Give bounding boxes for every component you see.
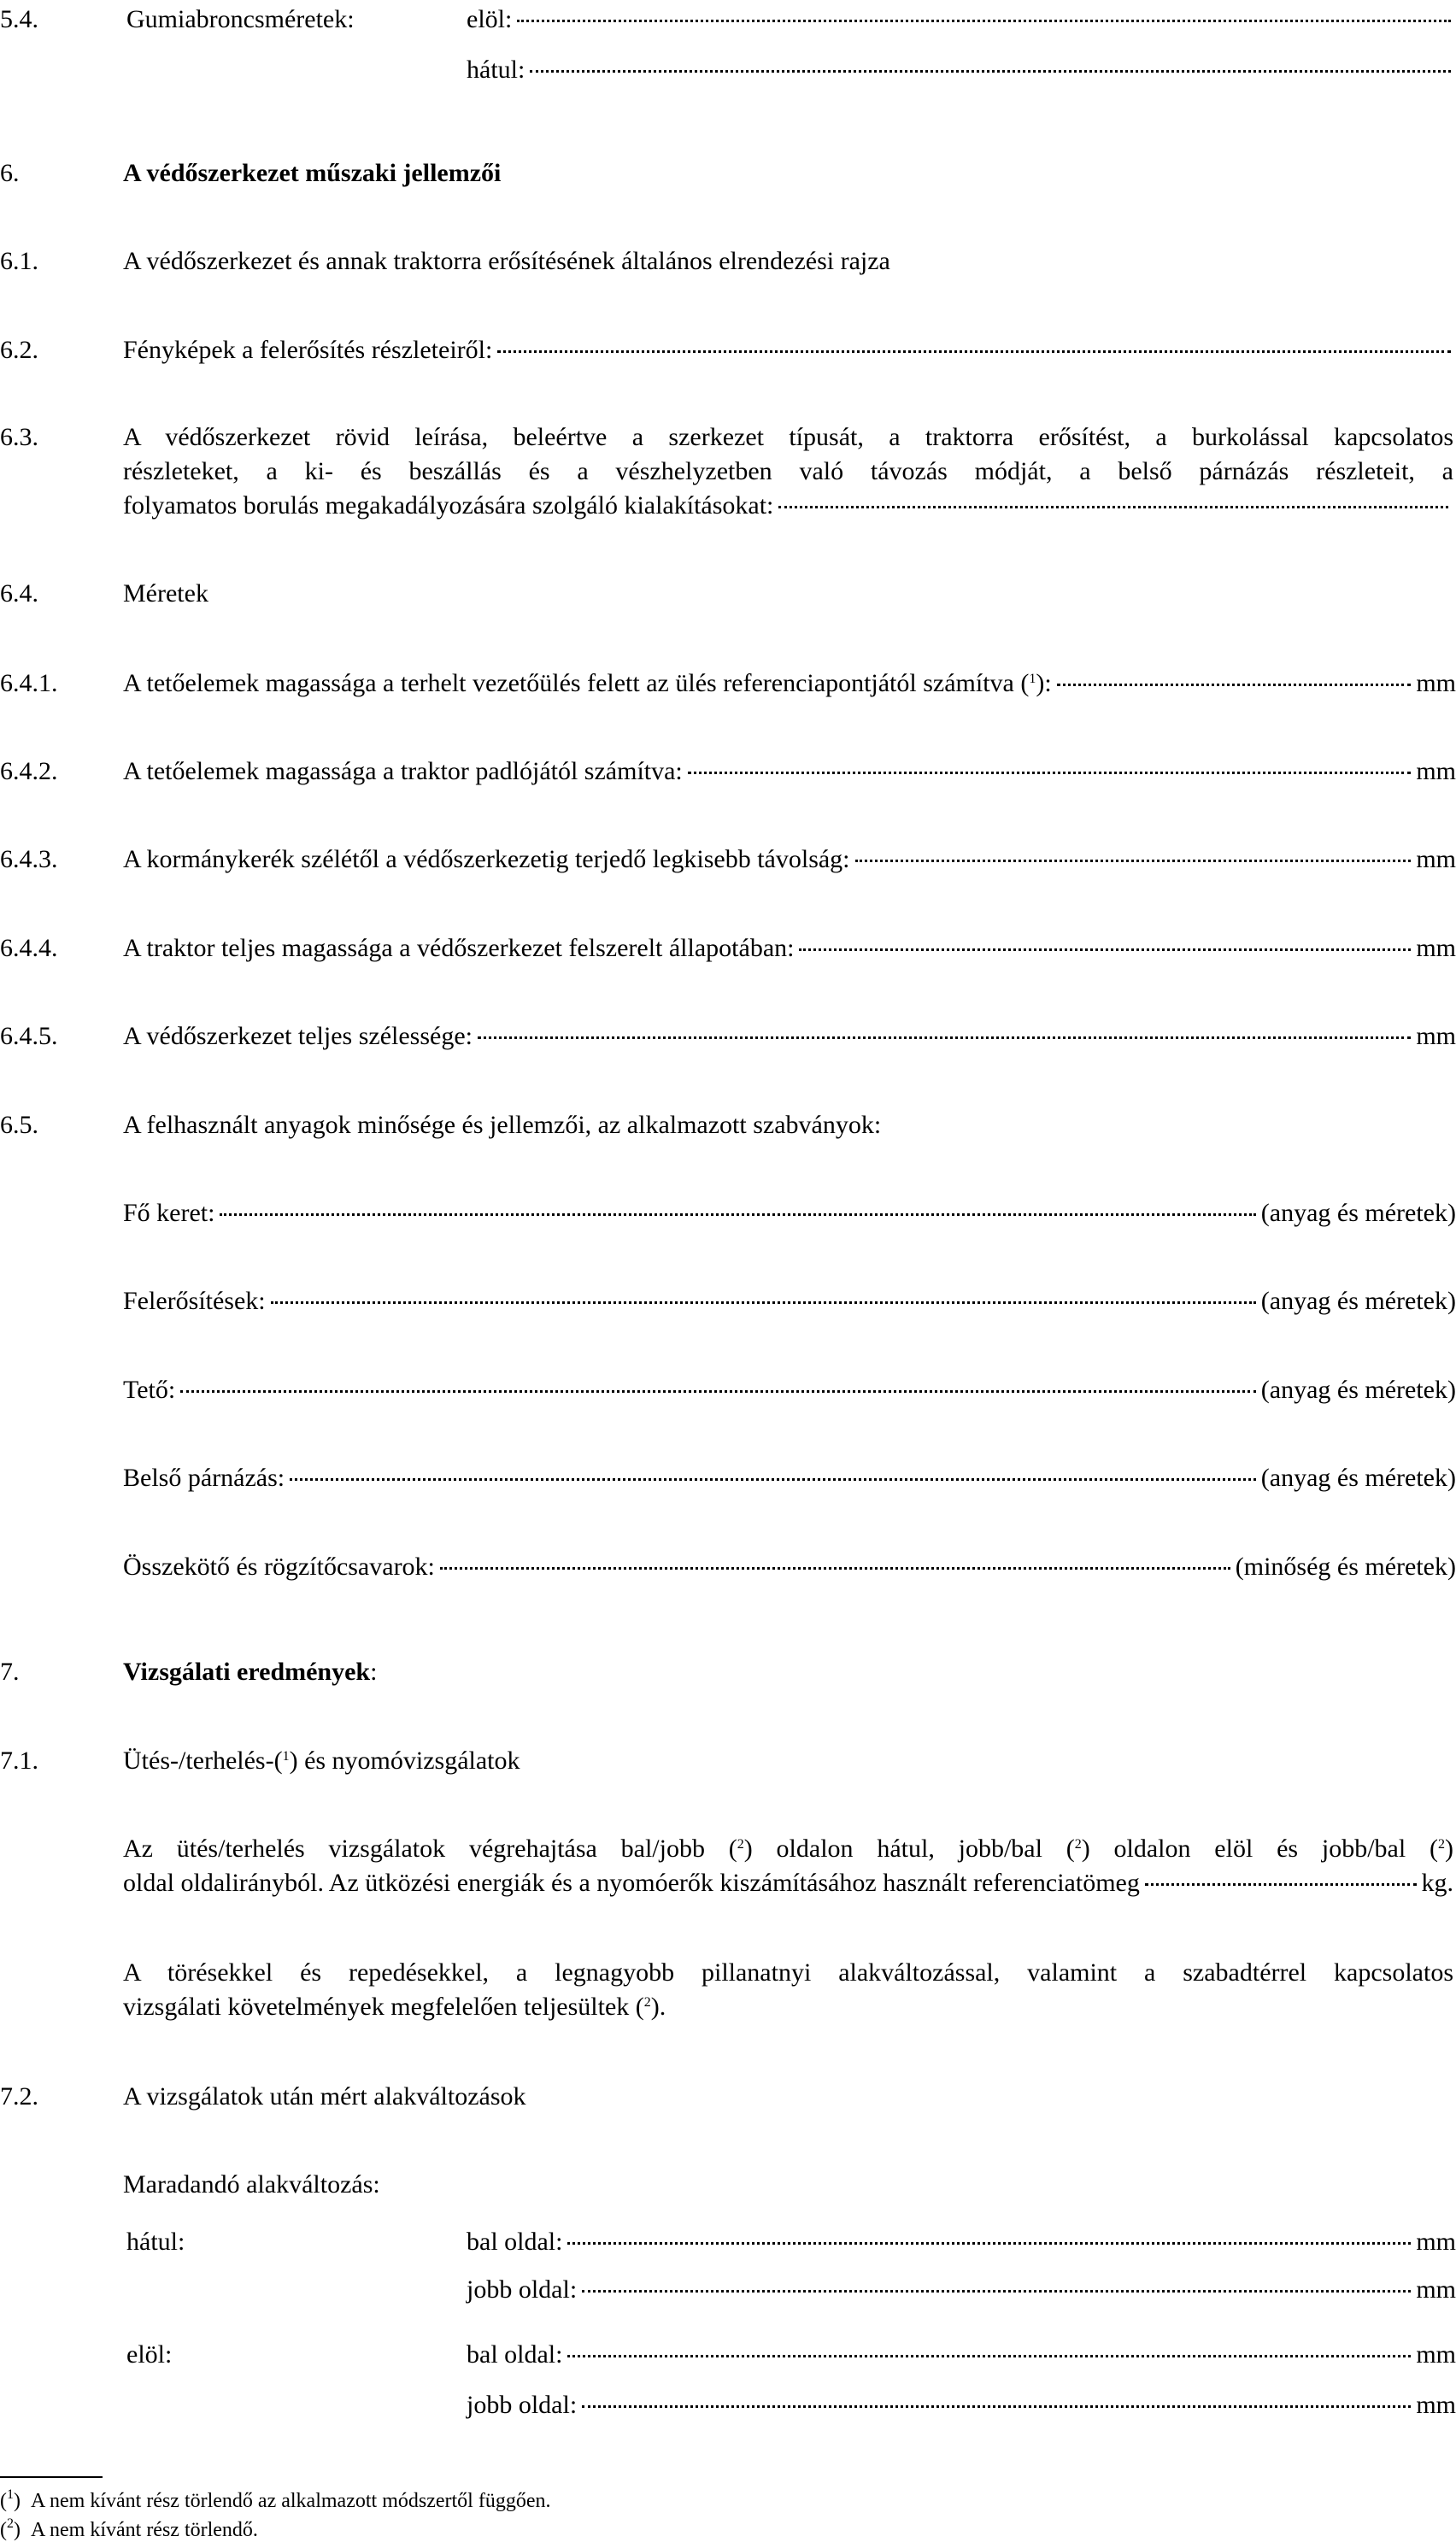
side-label: jobb oldal: xyxy=(467,2391,578,2419)
dotted-leader xyxy=(582,2405,1411,2408)
footnote-mark: 2 xyxy=(7,2516,14,2531)
dotted-leader xyxy=(478,1036,1411,1039)
section-6-3-text xyxy=(123,420,1453,523)
text-part: ) xyxy=(1445,1835,1453,1863)
dotted-leader xyxy=(517,20,1451,22)
dotted-leader xyxy=(180,1390,1256,1393)
section-5-4-rear xyxy=(0,53,1456,87)
section-number: 7. xyxy=(0,1658,20,1686)
deformation-rear-right xyxy=(0,2273,1456,2307)
footnote-divider xyxy=(0,2476,103,2478)
section-text: Fényképek a felerősítés részleteiről: xyxy=(123,336,493,364)
dimension-label: A védőszerkezet teljes szélessége: xyxy=(123,1022,473,1050)
deformation-field xyxy=(467,2273,1456,2307)
label-after: ): xyxy=(1036,669,1052,697)
dimension-label: A kormánykerék szélétől a védőszerkezetig terjedő legkisebb távolság: xyxy=(123,845,850,873)
dotted-leader xyxy=(290,1478,1256,1481)
footnote-text: A nem kívánt rész törlendő. xyxy=(31,2519,258,2541)
dotted-leader xyxy=(778,506,1448,508)
dotted-leader xyxy=(440,1567,1230,1570)
dimension-row xyxy=(0,754,1456,789)
unit: mm xyxy=(1416,845,1456,873)
para-line xyxy=(123,1990,1453,2024)
section-6-1 xyxy=(0,244,1456,279)
material-note: (anyag és méretek) xyxy=(1260,1376,1456,1404)
section-number: 6.4.1. xyxy=(0,669,58,697)
material-field xyxy=(123,1373,1456,1407)
text-part: ) és nyomóvizsgálatok xyxy=(289,1747,520,1775)
section-number: 6.5. xyxy=(0,1111,38,1139)
deformation-rear-left xyxy=(0,2225,1456,2259)
para-last-line xyxy=(123,1866,1453,1900)
tyre-label: Gumiabroncsméretek: xyxy=(126,5,355,33)
section-number: 6.4.5. xyxy=(0,1022,58,1050)
unit: mm xyxy=(1416,934,1456,962)
text-part: Az ütés/terhelés vizsgálatok végrehajtása bal/jobb ( xyxy=(123,1835,737,1863)
material-row xyxy=(0,1550,1456,1584)
para-line xyxy=(123,1832,1453,1866)
section-number: 6.3. xyxy=(0,423,38,451)
text-part: ). xyxy=(650,1993,666,2021)
dotted-leader xyxy=(567,2242,1411,2245)
section-number: 7.2. xyxy=(0,2082,38,2111)
tyre-front-field xyxy=(467,3,1456,37)
photo-field xyxy=(123,333,1456,367)
dotted-leader xyxy=(530,70,1451,73)
section-text: Méretek xyxy=(123,579,208,608)
material-label: Tető: xyxy=(123,1376,176,1404)
section-number: 6.2. xyxy=(0,336,38,364)
footnote-ref: 2 xyxy=(643,1995,651,2010)
section-number: 6.4.3. xyxy=(0,845,58,873)
footnote-ref: 2 xyxy=(1438,1837,1445,1852)
section-5-4-front xyxy=(0,3,1456,37)
section-6-4 xyxy=(0,577,1456,611)
dotted-leader xyxy=(1057,684,1412,686)
front-label: elöl: xyxy=(126,2340,173,2369)
rear-label: hátul: xyxy=(467,56,525,84)
section-7-2 xyxy=(0,2080,1456,2114)
material-label: Összekötő és rögzítőcsavarok: xyxy=(123,1553,435,1581)
section-title: A védőszerkezet műszaki jellemzői xyxy=(123,159,502,187)
permanent-label: Maradandó alakváltozás: xyxy=(123,2170,380,2199)
deformation-field xyxy=(467,2225,1456,2259)
footnote-ref: 1 xyxy=(1029,672,1036,686)
footnote: ($^2$) A nem kívánt rész törlendő. xyxy=(0,2516,258,2541)
dimension-field xyxy=(123,754,1456,789)
section-text: A védőszerkezet és annak traktorra erősítésének általános elrendezési rajza xyxy=(123,247,890,275)
footnote-mark: 1 xyxy=(7,2487,14,2502)
dotted-leader xyxy=(582,2290,1411,2293)
tyre-rear-field xyxy=(467,53,1456,87)
para-line: A törésekkel és repedésekkel, a legnagyobb pillanatnyi alakváltozással, valamint a szabadtérrel kapcsolatos xyxy=(123,1958,1453,1987)
rear-label: hátul: xyxy=(126,2228,185,2256)
section-number: 6.4.2. xyxy=(0,757,58,785)
dotted-leader xyxy=(688,772,1412,774)
text-part: Ütés-/terhelés-( xyxy=(123,1747,283,1775)
dotted-leader xyxy=(799,948,1411,951)
section-number: 6.4. xyxy=(0,579,38,608)
footnote-ref: 2 xyxy=(1074,1837,1082,1852)
section-6-2 xyxy=(0,333,1456,367)
material-field xyxy=(123,1196,1456,1230)
side-label: bal oldal: xyxy=(467,2228,563,2256)
title-text: Vizsgálati eredmények xyxy=(123,1658,371,1686)
unit: mm xyxy=(1416,669,1456,697)
material-row xyxy=(0,1284,1456,1318)
material-field xyxy=(123,1461,1456,1495)
dimension-label: A traktor teljes magassága a védőszerkezet felszerelt állapotában: xyxy=(123,934,795,962)
front-label: elöl: xyxy=(467,5,513,33)
requirements-paragraph xyxy=(123,1956,1453,2024)
deformation-field xyxy=(467,2338,1456,2372)
material-label: Felerősítések: xyxy=(123,1287,266,1315)
dotted-leader xyxy=(855,860,1412,862)
dotted-leader xyxy=(220,1213,1255,1216)
dimension-label: A tetőelemek magassága a traktor padlójától számítva: xyxy=(123,757,683,785)
dimension-label xyxy=(123,666,1052,700)
dimension-field xyxy=(123,842,1456,877)
dotted-leader xyxy=(497,350,1451,353)
section-7-heading xyxy=(0,1655,1456,1689)
section-6-5 xyxy=(0,1108,1456,1142)
section-title xyxy=(123,1655,377,1688)
dotted-leader xyxy=(1145,1883,1417,1886)
section-text: A felhasznált anyagok minősége és jellemzői, az alkalmazott szabványok: xyxy=(123,1111,882,1139)
material-label: Belső párnázás: xyxy=(123,1464,285,1492)
unit: mm xyxy=(1416,2275,1456,2304)
footnote-ref: 1 xyxy=(282,1749,290,1764)
dimension-row xyxy=(0,842,1456,877)
para-line: A védőszerkezet rövid leírása, beleértve a szerkezet típusát, a traktorra erősítést, a burkolással kapcsolatos xyxy=(123,423,1453,451)
deformation-front-left xyxy=(0,2338,1456,2372)
section-6-heading xyxy=(0,156,1456,191)
material-note: (anyag és méretek) xyxy=(1260,1287,1456,1315)
label-text: A tetőelemek magassága a terhelt vezetőülés felett az ülés referenciapontjától számítva ( xyxy=(123,669,1030,697)
permanent-deformation-label xyxy=(0,2168,1456,2202)
section-7-1 xyxy=(0,1744,1456,1778)
section-number: 6.1. xyxy=(0,247,38,275)
text-part: ) oldalon hátul, jobb/bal ( xyxy=(743,1835,1075,1863)
text-part: ) oldalon elöl és jobb/bal ( xyxy=(1081,1835,1438,1863)
para-line-text: folyamatos borulás megakadályozására szolgáló kialakításokat: xyxy=(123,491,774,520)
material-field xyxy=(123,1284,1456,1318)
dimension-row xyxy=(0,931,1456,966)
dotted-leader xyxy=(567,2355,1411,2357)
section-number: 6.4.4. xyxy=(0,934,58,962)
unit: mm xyxy=(1416,2228,1456,2256)
side-label: bal oldal: xyxy=(467,2340,563,2369)
material-note: (anyag és méretek) xyxy=(1260,1199,1456,1227)
footnote-text: A nem kívánt rész törlendő az alkalmazott módszertől függően. xyxy=(31,2490,551,2512)
unit: mm xyxy=(1416,1022,1456,1050)
material-note: (minőség és méretek) xyxy=(1235,1553,1456,1581)
text-part: vizsgálati követelmények megfelelően teljesültek ( xyxy=(123,1993,644,2021)
section-number: 7.1. xyxy=(0,1747,38,1775)
dotted-leader xyxy=(271,1301,1256,1304)
section-number: 6. xyxy=(0,159,20,187)
footnote-ref: 2 xyxy=(737,1837,744,1852)
dimension-field xyxy=(123,1019,1456,1054)
dimension-field xyxy=(123,931,1456,966)
unit: mm xyxy=(1416,2391,1456,2419)
dimension-row xyxy=(0,666,1456,701)
section-number: 5.4. xyxy=(0,5,38,33)
material-row xyxy=(0,1373,1456,1407)
material-row xyxy=(0,1461,1456,1495)
section-text: A vizsgálatok után mért alakváltozások xyxy=(123,2082,526,2111)
dimension-field xyxy=(123,666,1456,701)
deformation-front-right xyxy=(0,2388,1456,2422)
unit: kg. xyxy=(1421,1869,1453,1897)
unit: mm xyxy=(1416,2340,1456,2369)
dimension-row xyxy=(0,1019,1456,1054)
material-label: Fő keret: xyxy=(123,1199,215,1227)
footnote: ($^1$) A nem kívánt rész törlendő az alkalmazott módszertől függően. xyxy=(0,2487,551,2512)
section-text xyxy=(123,1744,520,1777)
material-field xyxy=(123,1550,1456,1584)
material-row xyxy=(0,1196,1456,1230)
title-colon: : xyxy=(370,1658,378,1686)
impact-paragraph xyxy=(123,1832,1453,1900)
deformation-field xyxy=(467,2388,1456,2422)
material-note: (anyag és méretek) xyxy=(1260,1464,1456,1492)
unit: mm xyxy=(1416,757,1456,785)
side-label: jobb oldal: xyxy=(467,2275,578,2304)
para-last-line xyxy=(123,489,1453,523)
para-line-text: oldal oldalirányból. Az ütközési energiák és a nyomóerők kiszámításához használt referenciatömeg xyxy=(123,1869,1140,1897)
para-line: részleteket, a ki- és beszállás és a vészhelyzetben való távozás módját, a belső párnázás részleteit, a xyxy=(123,457,1453,485)
